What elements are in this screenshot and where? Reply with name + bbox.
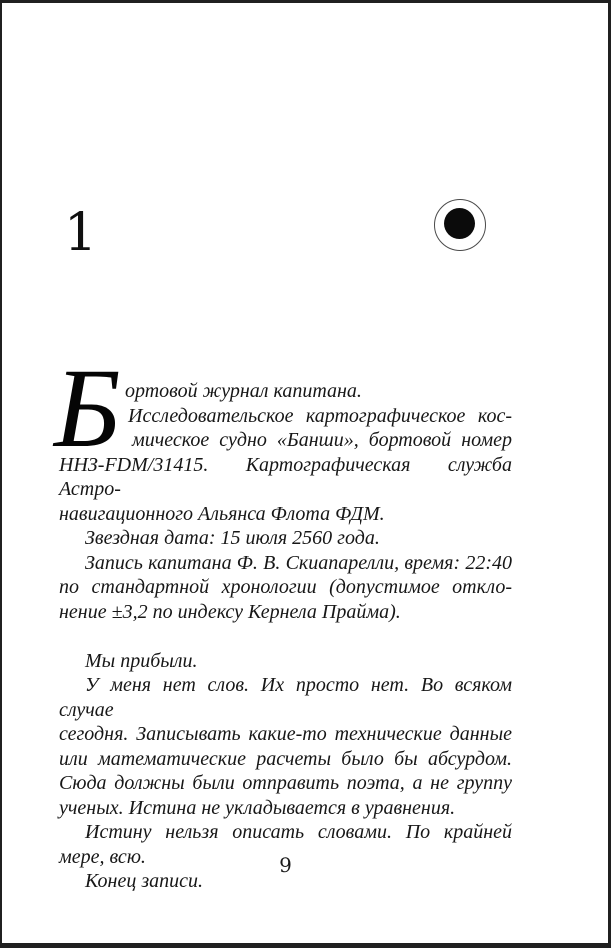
page-number: 9 xyxy=(279,853,292,877)
text-line: навигационного Альянса Флота ФДМ. xyxy=(59,502,385,525)
ornament-dot xyxy=(444,208,475,239)
text-line: сегодня. Записывать какие-то технические данные xyxy=(59,723,512,745)
bullseye-ornament-icon xyxy=(434,199,486,251)
text-line: У меня нет слов. Их просто нет. Во всяком случае xyxy=(59,674,512,721)
text-line: по стандартной хронологии (допустимое откло- xyxy=(59,576,512,598)
text-line: ученых. Истина не укладывается в уравнения. xyxy=(59,796,456,819)
text-line: Исследовательское картографическое кос- xyxy=(128,404,512,427)
text-line: ННЗ-FDM/31415. Картографическая служба Астро- xyxy=(59,453,512,500)
text-line: мическое судно «Банши», бортовой номер xyxy=(132,429,512,451)
text-line: Истину нельзя описать словами. По крайней xyxy=(85,821,512,843)
text-line: нение ±3,2 по индексу Кернела Прайма). xyxy=(59,600,401,623)
text-line: Сюда должны были отправить поэта, а не группу xyxy=(59,772,512,794)
text-line: Запись капитана Ф. В. Скиапарелли, время: 22:40 xyxy=(85,551,512,574)
text-line: ортовой журнал капитана. xyxy=(125,380,362,402)
drop-cap: Б xyxy=(54,346,121,471)
text-line: или математические расчеты было бы абсурдом. xyxy=(59,747,512,770)
text-line: мере, всю. xyxy=(59,845,146,868)
chapter-number: 1 xyxy=(64,203,98,263)
text-block xyxy=(59,379,512,894)
text-line: Конец записи. xyxy=(85,870,203,892)
text-line: Мы прибыли. xyxy=(85,649,198,672)
text-line: Звездная дата: 15 июля 2560 года. xyxy=(85,527,380,549)
